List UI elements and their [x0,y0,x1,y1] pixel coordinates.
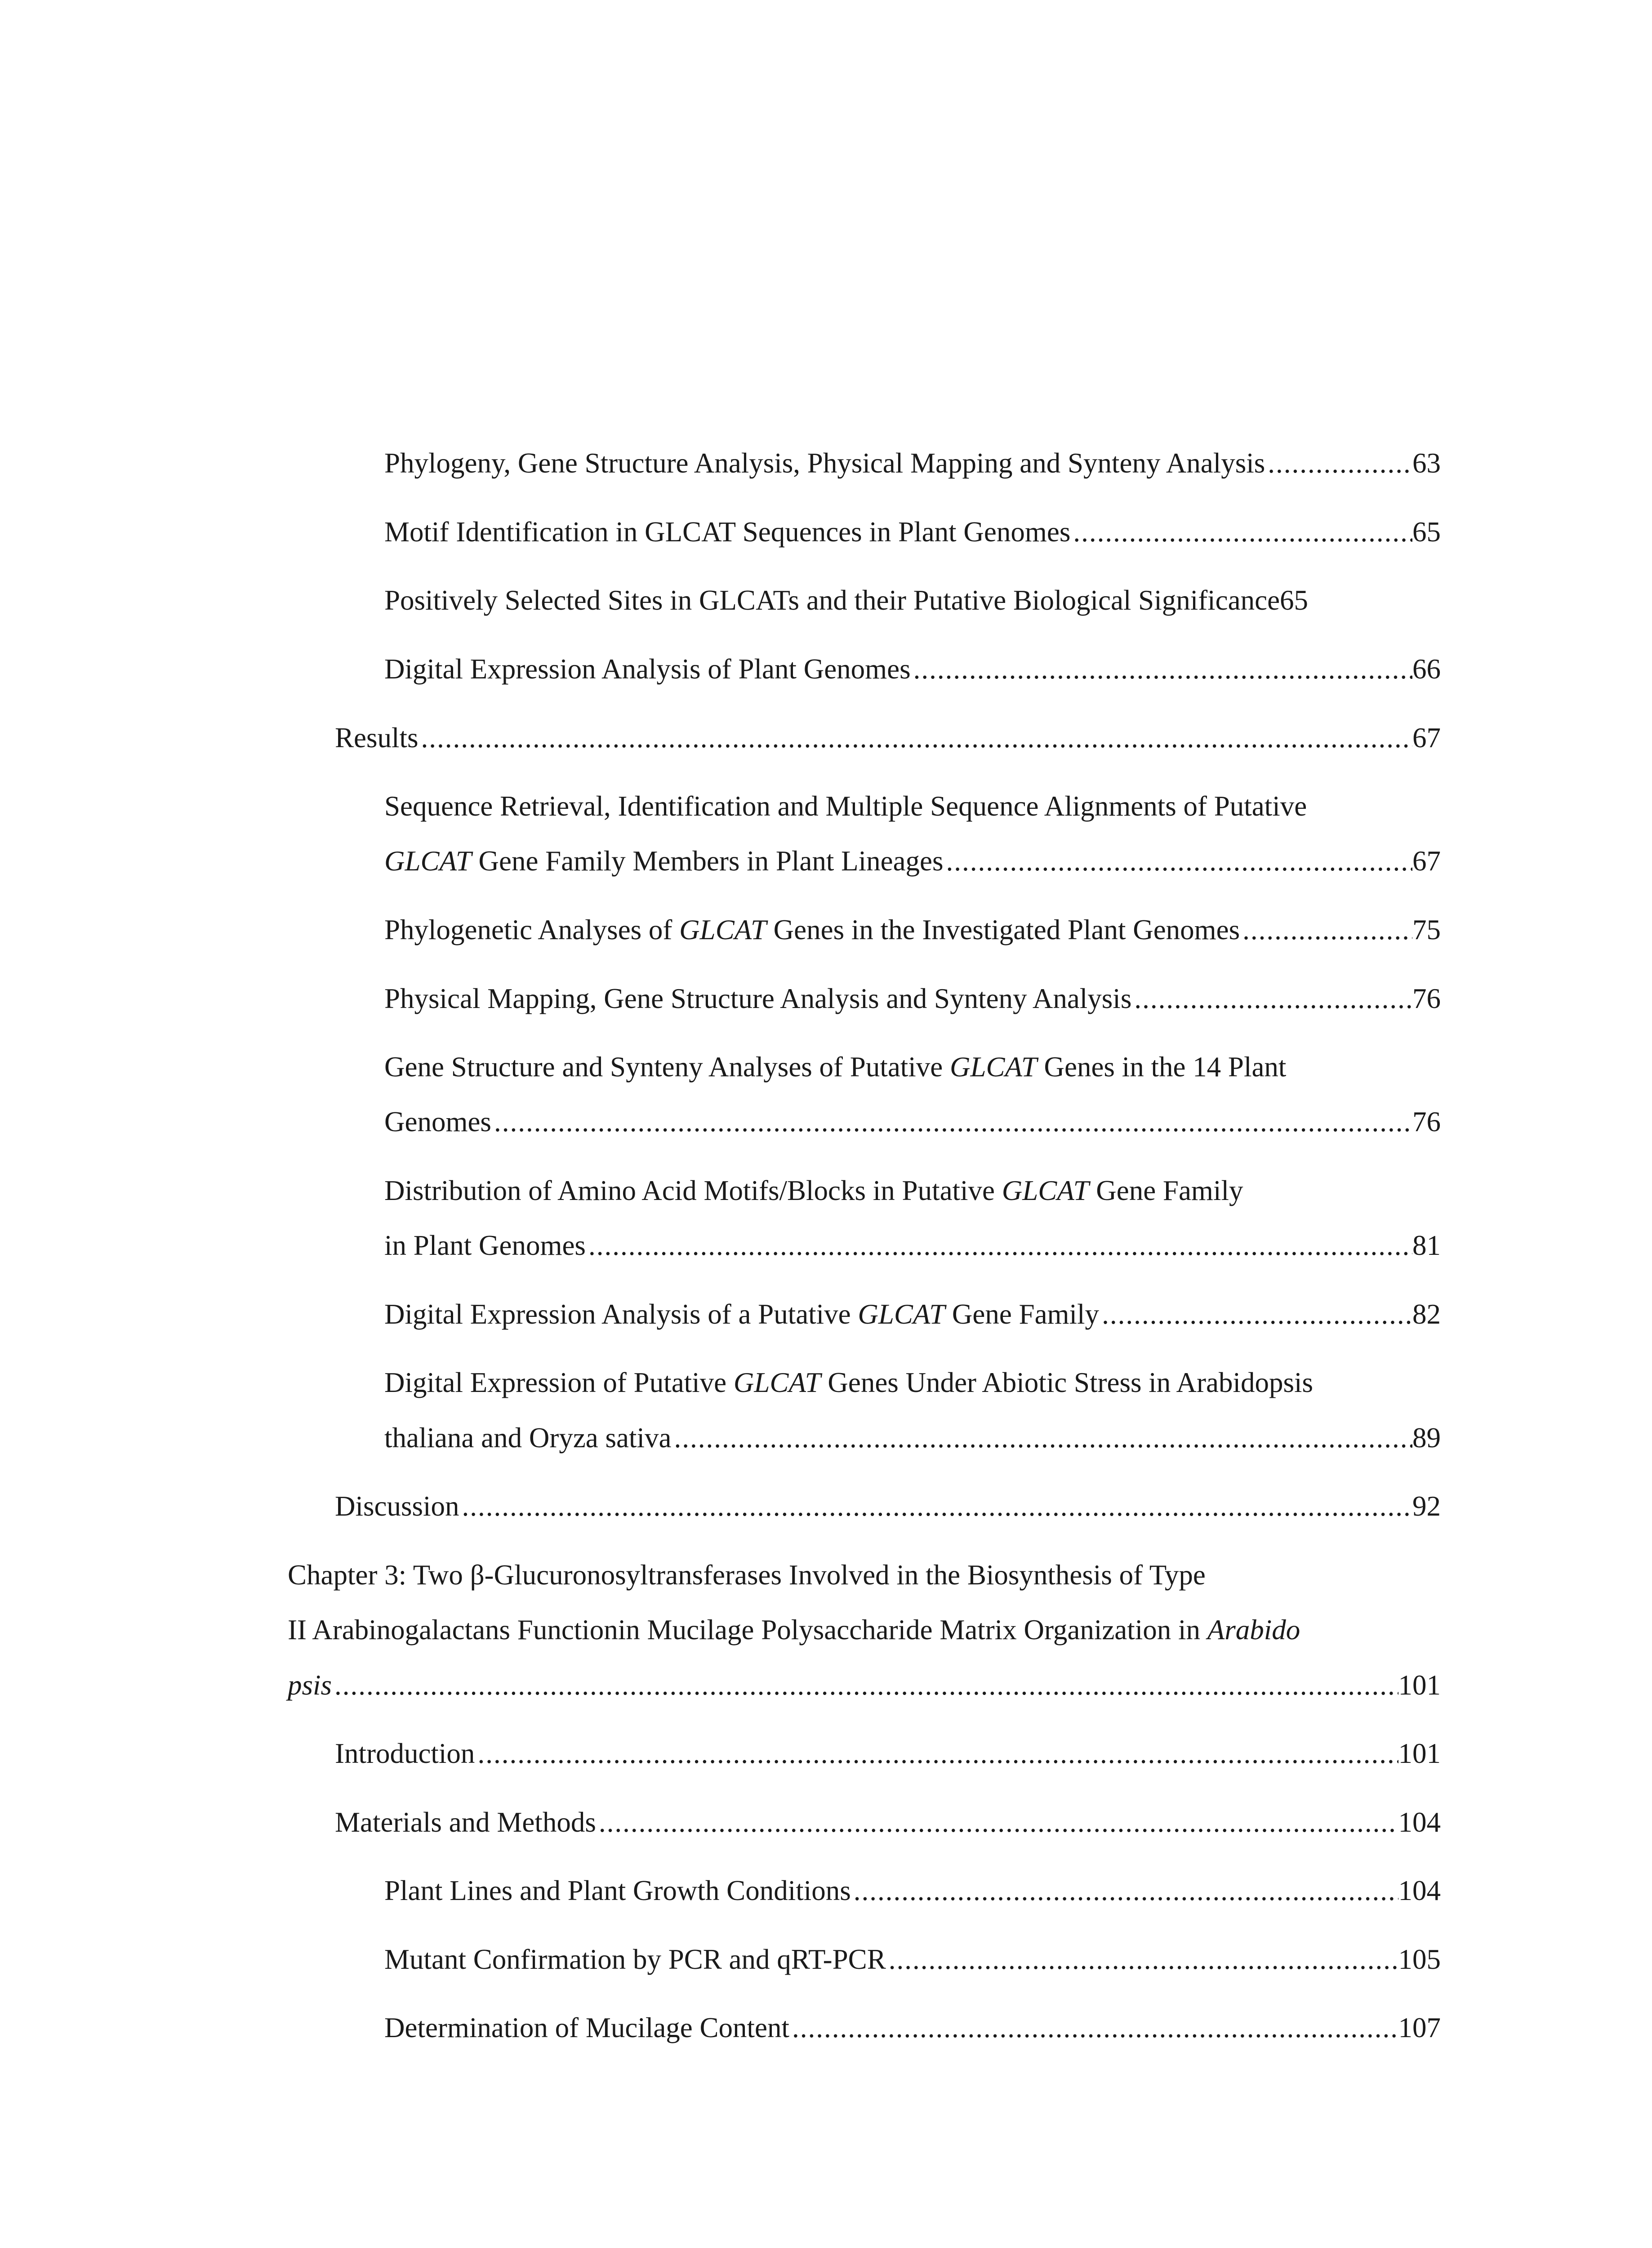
toc-leader-dots [1240,905,1412,955]
gene-name: GLCAT [733,1367,821,1398]
toc-page-number: 101 [1398,1738,1441,1769]
toc-leader-dots [1131,974,1412,1023]
toc-leader-dots [851,1866,1398,1915]
toc-leader-dots [1099,1289,1412,1339]
toc-entry-title: Phylogeny, Gene Structure Analysis, Physical Mapping and Synteny Analysis [384,447,1265,479]
toc-entry-line [0,1042,1652,1092]
toc-entry-title: Physical Mapping, Gene Structure Analysis and Synteny Analysis [384,983,1132,1014]
toc-entry-title: Sequence Retrieval, Identification and Multiple Sequence Alignments of Putative [384,790,1307,822]
toc-page-number: 63 [1412,447,1441,479]
toc-entry [0,713,1652,763]
toc-entry-title: Genes in the Investigated Plant Genomes [766,914,1240,946]
toc-leader-dots [459,1481,1412,1531]
toc-entry-title: Genomes [384,1106,491,1137]
gene-name: GLCAT [858,1298,945,1330]
toc-entry [0,1729,1652,1778]
toc-entry-title: Distribution of Amino Acid Motifs/Blocks in Putative [384,1175,1002,1206]
toc-entry [0,974,1652,1023]
toc-entry-title: in Plant Genomes [384,1230,586,1261]
toc-entry-title: Phylogenetic Analyses of [384,914,680,946]
toc-page-number: 101 [1398,1669,1441,1701]
toc-entry-title: Digital Expression Analysis of a Putative [384,1298,858,1330]
italic-term: Arabido [1207,1614,1300,1646]
toc-entry [0,644,1652,694]
toc-entry [0,1481,1652,1531]
toc-entry-title: Motif Identification in GLCAT Sequences in Plant Genomes [384,516,1071,548]
toc-entry-title: Gene Family Members in Plant Lineages [471,845,944,877]
toc-entry [0,1660,1652,1710]
toc-page-number: 81 [1412,1230,1441,1261]
toc-page-number: 82 [1412,1298,1441,1330]
toc-page-number: 67 [1412,722,1441,754]
toc-leader-dots [596,1798,1398,1847]
toc-page-number: 75 [1412,914,1441,946]
toc-entry [0,1289,1652,1339]
toc-entry-title: Digital Expression of Putative [384,1367,734,1398]
toc-entry-title: Discussion [335,1490,459,1522]
toc-entry-title: Positively Selected Sites in GLCATs and their Putative Biological Significance [384,584,1280,616]
toc-chapter-line [0,1605,1652,1655]
toc-leader-dots [419,713,1412,763]
toc-chapter-line [0,1550,1652,1600]
toc-entry-title: Introduction [335,1738,475,1769]
toc-entry-line [0,781,1652,831]
toc-leader-dots [1070,507,1412,557]
toc-page-number: 76 [1412,1106,1441,1137]
toc-entry-title: Plant Lines and Plant Growth Conditions [384,1875,851,1906]
toc-entry-title: Gene Family [1089,1175,1243,1206]
toc-page-number: 107 [1398,2012,1441,2043]
toc-leader-dots [789,2003,1398,2052]
toc-page-number: 66 [1412,653,1441,685]
toc-entry-title: thaliana and Oryza sativa [384,1422,672,1454]
toc-page-number: 104 [1398,1806,1441,1838]
toc-leader-dots [491,1097,1412,1146]
toc-chapter-title: II Arabinogalactans Functionin Mucilage Polysaccharide Matrix Organization in [288,1614,1207,1646]
toc-page-number: 65 [1412,516,1441,548]
gene-name: GLCAT [679,914,766,946]
toc-entry-title: Determination of Mucilage Content [384,2012,790,2043]
toc-leader-dots [586,1221,1412,1270]
toc-leader-dots [1265,438,1412,488]
toc-leader-dots [671,1413,1412,1463]
italic-term: psis [288,1669,332,1701]
toc-page-number: 67 [1412,845,1441,877]
toc-page-number: 65 [1280,584,1309,616]
toc-entry [0,1221,1652,1270]
toc-entry-title: Genes Under Abiotic Stress in Arabidopsis [820,1367,1314,1398]
toc-page-number: 76 [1412,983,1441,1014]
toc-entry [0,1798,1652,1847]
toc-page-number: 89 [1412,1422,1441,1454]
toc-page-number: 105 [1398,1944,1441,1975]
toc-entry-title: Results [335,722,419,754]
gene-name: GLCAT [384,845,472,877]
toc-page-number: 92 [1412,1490,1441,1522]
toc-entry-line [0,1358,1652,1407]
toc-leader-dots [475,1729,1398,1778]
toc-entry [0,1866,1652,1915]
toc-entry [0,1935,1652,1984]
toc-entry [0,2003,1652,2052]
gene-name: GLCAT [950,1051,1037,1083]
toc-entry-title: Digital Expression Analysis of Plant Genomes [384,653,911,685]
toc-chapter-title: Chapter 3: Two β-Glucuronosyltransferases Involved in the Biosynthesis of Type [288,1559,1206,1591]
toc-page-number: 104 [1398,1875,1441,1906]
toc-entry [0,438,1652,488]
toc-entry-title: Genes in the 14 Plant [1037,1051,1287,1083]
toc-entry-title: Mutant Confirmation by PCR and qRT-PCR [384,1944,886,1975]
toc-entry [0,575,1652,625]
toc-entry [0,905,1652,955]
gene-name: GLCAT [1002,1175,1089,1206]
toc-entry [0,836,1652,886]
toc-leader-dots [332,1660,1398,1710]
toc-entry-title: Gene Structure and Synteny Analyses of Putative [384,1051,950,1083]
toc-entry [0,1097,1652,1146]
toc-entry [0,507,1652,557]
toc-leader-dots [886,1935,1398,1984]
toc-entry-title: Gene Family [945,1298,1100,1330]
toc-entry-title: Materials and Methods [335,1806,596,1838]
toc-entry [0,1413,1652,1463]
toc-leader-dots [911,644,1412,694]
toc-leader-dots [944,836,1412,886]
toc-entry-line [0,1166,1652,1215]
